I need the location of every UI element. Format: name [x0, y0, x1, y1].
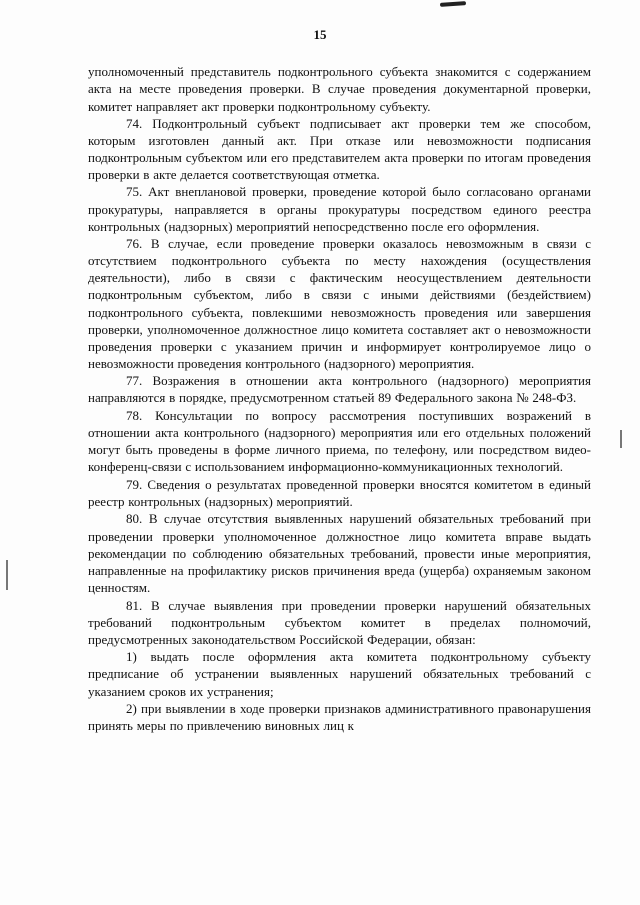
paragraph-81-item-1: 1) выдать после оформления акта комитета подконтрольному субъекту предписание об устранении выявленных нарушений обязательных требований с указанием сроков их устранения; [88, 649, 591, 699]
scan-edge-mark [6, 560, 8, 590]
paragraph-77: 77. Возражения в отношении акта контрольного (надзорного) мероприятия направляются в порядке, предусмотренном статьей 89 Федерального закона № 248-ФЗ. [88, 372, 591, 406]
paragraph-80: 80. В случае отсутствия выявленных нарушений обязательных требований при проведении проверки уполномоченное должностное лицо комитета вправе выдать рекомендации по соблюдению обязательных требований, провести иные мероприятия, направленные на профилактику рисков причинения вреда (ущерба) охраняемым законом ценностям. [88, 511, 591, 596]
paragraph-81: 81. В случае выявления при проведении проверки нарушений обязательных требований подконтрольным субъектом комитет в пределах полномочий, предусмотренных законодательством Российской Федерации, обязан: [88, 597, 591, 647]
paragraph-75: 75. Акт внеплановой проверки, проведение которой было согласовано органами прокуратуры, направляется в органы прокуратуры посредством единого реестра контрольных (надзорных) мероприятий непосредственно после его оформления. [88, 184, 591, 234]
paragraph-74: 74. Подконтрольный субъект подписывает акт проверки тем же способом, которым изготовлен данный акт. При отказе или невозможности подписания подконтрольным субъектом или его представителем акта проверки по итогам проведения проверки в акте делается соответствующая отметка. [88, 115, 591, 183]
paragraph-76: 76. В случае, если проведение проверки оказалось невозможным в связи с отсутствием подконтрольного субъекта по месту нахождения (осуществления деятельности), либо в связи с фактическим неосуществлением деятельности подконтрольным субъектом, либо в связи с иными действиями (бездействием) подконтрольного субъекта, повлекшими невозможность проведения или завершения проверки, уполномоченное должностное лицо комитета составляет акт о невозможности проведения проверки с указанием причин и информирует контролируемое лицо о невозможности проведения контрольного (надзорного) мероприятия. [88, 236, 591, 371]
paragraph-continuation: уполномоченный представитель подконтрольного субъекта знакомится с содержанием акта на месте проведения проверки. В случае проведения документарной проверки, комитет направляет акт проверки подконтрольному субъекту. [88, 64, 591, 114]
scan-edge-mark [620, 430, 622, 448]
scan-artifact [440, 1, 466, 7]
document-body [88, 63, 591, 735]
paragraph-81-item-2: 2) при выявлении в ходе проверки признаков административного правонарушения принять меры по привлечению виновных лиц к [88, 700, 591, 734]
paragraph-79: 79. Сведения о результатах проведенной проверки вносятся комитетом в единый реестр контрольных (надзорных) мероприятий. [88, 476, 591, 509]
page-number: 15 [313, 27, 327, 42]
paragraph-78: 78. Консультации по вопросу рассмотрения поступивших возражений в отношении акта контрольного (надзорного) мероприятия или его отдельных положений могут быть проведены в форме личного приема, по телефону, или посредством видео-конференц-связи с использованием информационно-коммуникационных технологий. [88, 407, 591, 475]
